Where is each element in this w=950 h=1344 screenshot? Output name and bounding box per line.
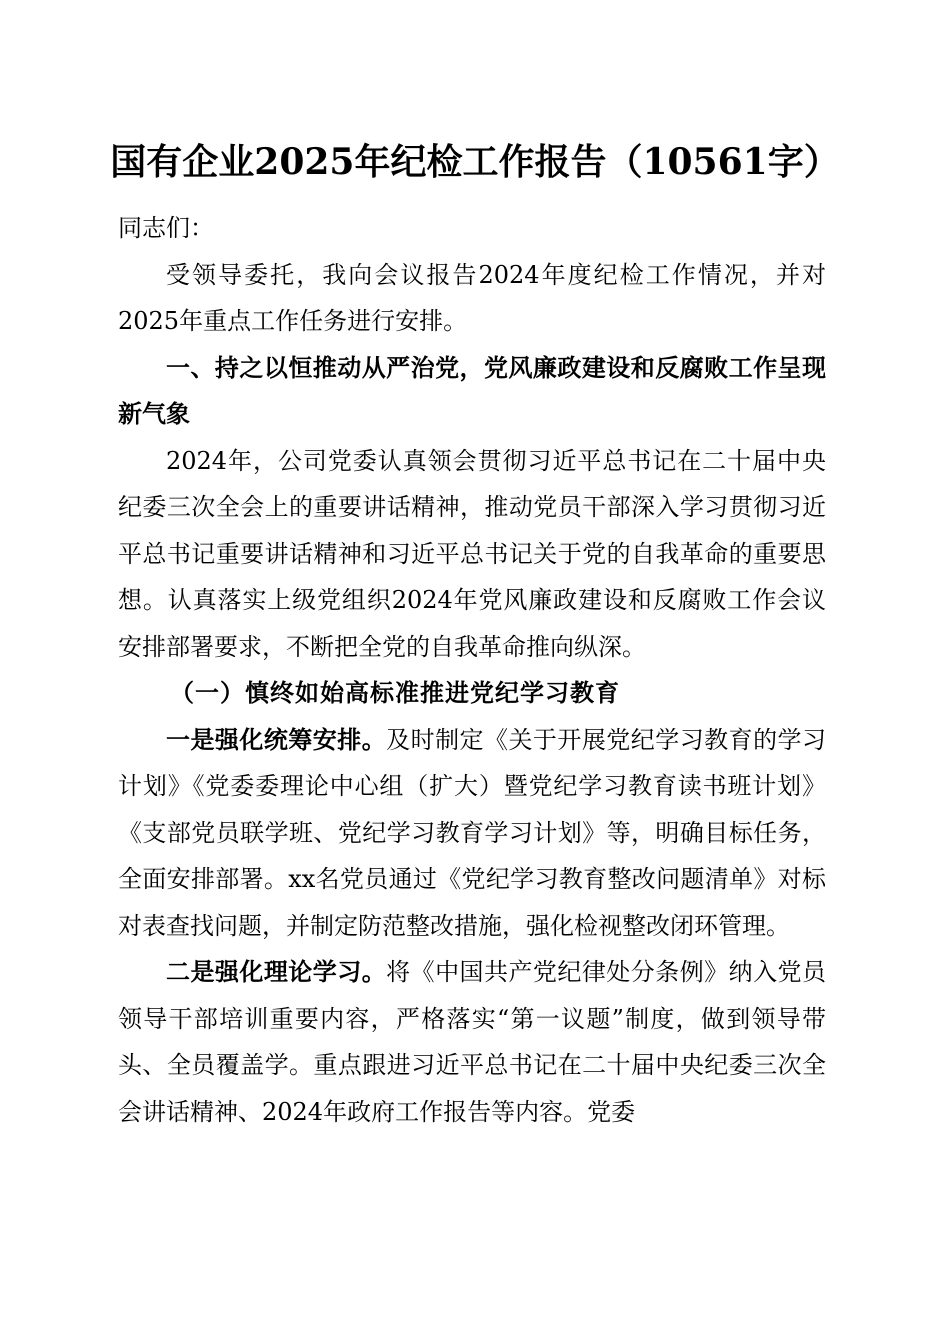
item-2-lead: 二是强化理论学习。 — [166, 957, 387, 986]
section-1-heading: 一、持之以恒推动从严治党，党风廉政建设和反腐败工作呈现新气象 — [118, 353, 826, 428]
item-1-text: 及时制定《关于开展党纪学习教育的学习计划》《党委委理论中心组（扩大）暨党纪学习教育读书班计划》《支部党员联学班、党纪学习教育学习计划》等，明确目标任务，全面安排部署。xx名党员通过《党纪学习教育整改问题清单》对标对表查找问题，并制定防范整改措施，强化检视整改闭环管理。 — [118, 725, 827, 940]
item-2-paragraph — [118, 949, 826, 1135]
section-1-paragraph: 2024年，公司党委认真领会贯彻习近平总书记在二十届中央纪委三次全会上的重要讲话精神，推动党员干部深入学习贯彻习近平总书记重要讲话精神和习近平总书记关于党的自我革命的重要思想。认真落实上级党组织2024年党风廉政建设和反腐败工作会议安排部署要求，不断把全党的自我革命推向纵深。 — [118, 446, 826, 661]
item-1-paragraph — [118, 717, 826, 950]
subsection-1-heading: （一）慎终如始高标准推进党纪学习教育 — [170, 678, 620, 707]
item-1-lead: 一是强化统筹安排。 — [166, 724, 387, 754]
document-title: 国有企业2025年纪检工作报告（10561字） — [110, 141, 840, 183]
document-body — [118, 205, 826, 1135]
intro-paragraph: 受领导委托，我向会议报告2024年度纪检工作情况，并对2025年重点工作任务进行安排。 — [118, 260, 826, 335]
item-2-text: 将《中国共产党纪律处分条例》纳入党员领导干部培训重要内容，严格落实“第一议题”制度，做到领导带头、全员覆盖学。重点跟进习近平总书记在二十届中央纪委三次全会讲话精神、2024年政府工作报告等内容。党委 — [118, 958, 827, 1126]
salutation: 同志们： — [118, 214, 214, 242]
